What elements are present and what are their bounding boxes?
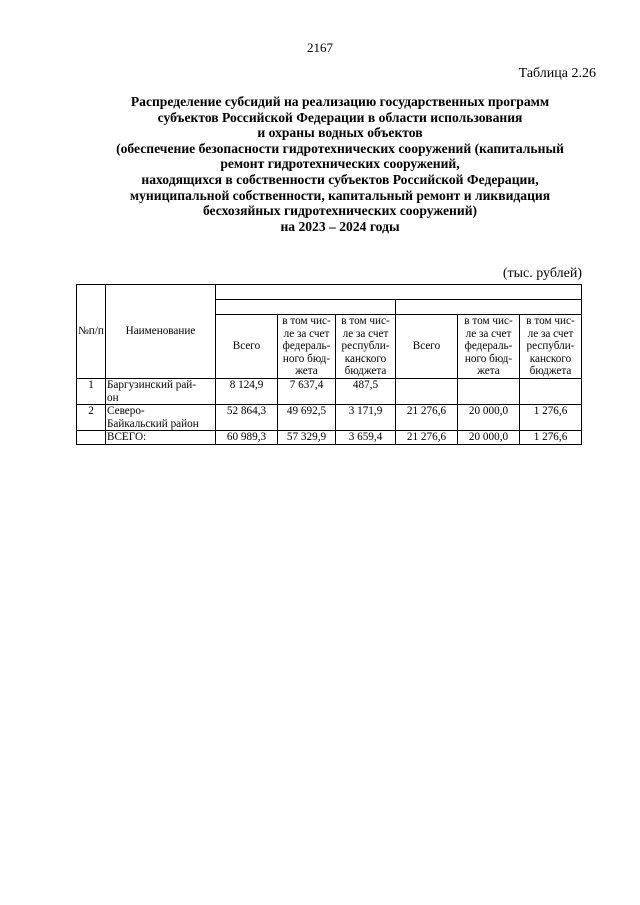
cell-total-2024: 21 276,6 xyxy=(396,405,458,431)
header-year-2024 xyxy=(396,300,582,315)
cell-federal-2023: 7 637,4 xyxy=(278,378,336,404)
header-line: жета xyxy=(477,365,500,378)
total-republic-2024: 1 276,6 xyxy=(520,431,582,445)
table-row xyxy=(77,378,582,404)
header-total-2023: Всего xyxy=(216,315,278,379)
row-num: 2 xyxy=(77,405,106,431)
cell-total-2023: 8 124,9 xyxy=(216,378,278,404)
title-line: Распределение субсидий на реализацию государственных программ xyxy=(130,94,550,109)
header-line: ле за счет xyxy=(465,327,512,340)
total-2023: 60 989,3 xyxy=(216,431,278,445)
header-total-2024: Всего xyxy=(396,315,458,379)
header-line: федераль- xyxy=(282,340,331,353)
header-line: ле за счет xyxy=(342,327,389,340)
header-republic-2023 xyxy=(336,315,396,379)
header-republic-2024 xyxy=(520,315,582,379)
header-line: в том чис- xyxy=(526,315,575,327)
row-name-line: Северо- xyxy=(107,405,145,418)
total-federal-2023: 57 329,9 xyxy=(278,431,336,445)
page-number: 2167 xyxy=(307,40,333,55)
total-republic-2023: 3 659,4 xyxy=(336,431,396,445)
cell-republic-2023: 3 171,9 xyxy=(336,405,396,431)
total-label: ВСЕГО: xyxy=(106,431,216,445)
total-row xyxy=(77,431,582,445)
header-line: республи- xyxy=(341,340,390,353)
header-line: жета xyxy=(295,365,318,378)
title-line: (обеспечение безопасности гидротехнических сооружений (капитальный xyxy=(116,140,564,156)
header-line: бюджета xyxy=(344,365,387,378)
header-row-1 xyxy=(77,285,582,300)
cell-total-2023: 52 864,3 xyxy=(216,405,278,431)
header-line: ного бюд- xyxy=(464,352,513,365)
cell-republic-2024: 1 276,6 xyxy=(520,405,582,431)
header-year-2023 xyxy=(216,300,396,315)
row-name xyxy=(106,405,216,431)
title-line: муниципальной собственности, капитальный ремонт и ликвидация xyxy=(129,187,551,203)
subsidy-table xyxy=(76,284,582,445)
header-line: в том чис- xyxy=(464,315,513,327)
title-line: и охраны водных объектов xyxy=(257,125,423,141)
header-line: ле за счет xyxy=(283,327,330,340)
header-line: ного бюд- xyxy=(282,352,331,365)
header-line: в том чис- xyxy=(282,315,331,327)
document-title xyxy=(80,94,600,234)
header-line: бюджета xyxy=(529,365,572,378)
cell-republic-2024 xyxy=(520,378,582,404)
row-name-line: Байкальский район xyxy=(107,417,199,430)
cell-total-2024 xyxy=(396,378,458,404)
title-line: субъектов Российской Федерации в области использования xyxy=(157,109,523,125)
row-name-line: он xyxy=(107,391,119,404)
title-line: находящихся в собственности субъектов Российской Федерации, xyxy=(141,171,539,187)
header-line: республи- xyxy=(526,340,575,353)
cell-federal-2024: 20 000,0 xyxy=(458,405,520,431)
table-label: Таблица 2.26 xyxy=(518,66,596,81)
header-federal-2024 xyxy=(458,315,520,379)
header-line: федераль- xyxy=(464,340,513,353)
units-label: (тыс. рублей) xyxy=(502,266,582,281)
header-line: ле за счет xyxy=(527,327,574,340)
row-num xyxy=(77,431,106,445)
cell-republic-2023: 487,5 xyxy=(336,378,396,404)
header-line: канского xyxy=(529,352,572,365)
total-2024: 21 276,6 xyxy=(396,431,458,445)
total-federal-2024: 20 000,0 xyxy=(458,431,520,445)
row-num: 1 xyxy=(77,378,106,404)
cell-federal-2024 xyxy=(458,378,520,404)
header-line: в том чис- xyxy=(341,315,390,327)
header-line: канского xyxy=(344,352,387,365)
header-federal-2023 xyxy=(278,315,336,379)
header-num: №п/п xyxy=(77,285,106,379)
row-name-line: Баргузинский рай- xyxy=(107,378,197,391)
row-name xyxy=(106,378,216,404)
header-name: Наименование xyxy=(106,285,216,379)
title-line: на 2023 – 2024 годы xyxy=(280,218,400,234)
title-line: ремонт гидротехнических сооружений, xyxy=(220,156,460,172)
table-row xyxy=(77,405,582,431)
header-years-group xyxy=(216,285,582,300)
cell-federal-2023: 49 692,5 xyxy=(278,405,336,431)
title-line: бесхозяйных гидротехнических сооружений) xyxy=(202,203,478,219)
